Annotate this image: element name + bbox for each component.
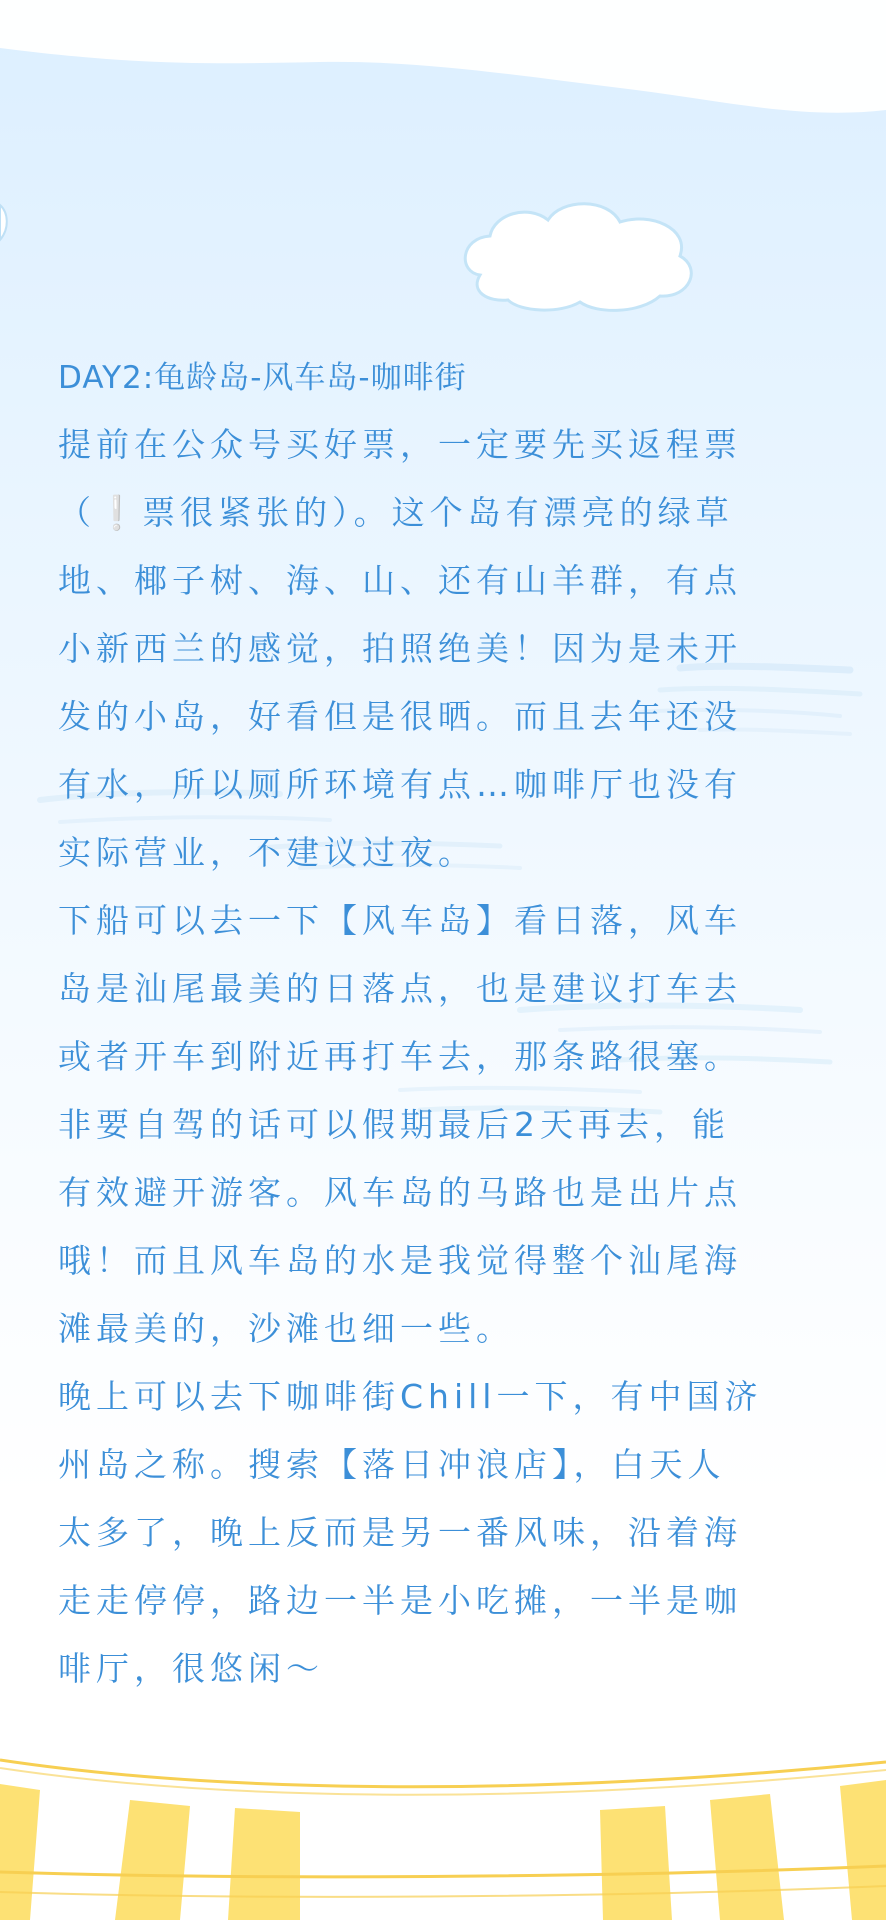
text-line: 哦！而且风车岛的水是我觉得整个汕尾海 [58, 1241, 742, 1280]
text-line: 滩最美的，沙滩也细一些。 [58, 1309, 514, 1348]
text-line: 非要自驾的话可以假期最后2天再去，能 [58, 1105, 730, 1144]
top-wave [0, 0, 886, 113]
text-line: （❕票很紧张的）。这个岛有漂亮的绿草 [58, 493, 734, 532]
text-line: 提前在公众号买好票，一定要先买返程票 [58, 425, 742, 464]
left-cloud-icon [0, 205, 7, 240]
text-line: 地、椰子树、海、山、还有山羊群，有点 [58, 561, 742, 600]
text-line: 州岛之称。搜索【落日冲浪店】，白天人 [58, 1445, 726, 1484]
text-line: 太多了，晚上反而是另一番风味，沿着海 [58, 1513, 742, 1552]
text-line: 有水，所以厕所环境有点…咖啡厅也没有 [58, 765, 742, 804]
text-line: 有效避开游客。风车岛的马路也是出片点 [58, 1173, 742, 1212]
paragraph-coffee-street [58, 1363, 798, 1703]
paragraph-ferry-island [58, 411, 798, 887]
article [58, 345, 798, 1703]
paragraph-windmill-island [58, 887, 798, 1363]
text-line: 下船可以去一下【风车岛】看日落，风车 [58, 901, 742, 940]
striped-awning [0, 1760, 886, 1920]
text-line: 实际营业，不建议过夜。 [58, 833, 476, 872]
article-title: DAY2:龟龄岛-风车岛-咖啡街 [58, 360, 467, 396]
text-line: 或者开车到附近再打车去，那条路很塞。 [58, 1037, 742, 1076]
text-line: 走走停停，路边一半是小吃摊，一半是咖 [58, 1581, 742, 1620]
cloud-icon [465, 204, 691, 311]
text-line: 发的小岛，好看但是很晒。而且去年还没 [58, 697, 742, 736]
text-line: 啡厅，很悠闲～ [58, 1649, 324, 1688]
text-line: 晚上可以去下咖啡街Chill一下，有中国济 [58, 1377, 763, 1416]
text-line: 小新西兰的感觉，拍照绝美！因为是未开 [58, 629, 742, 668]
text-line: 岛是汕尾最美的日落点，也是建议打车去 [58, 969, 742, 1008]
